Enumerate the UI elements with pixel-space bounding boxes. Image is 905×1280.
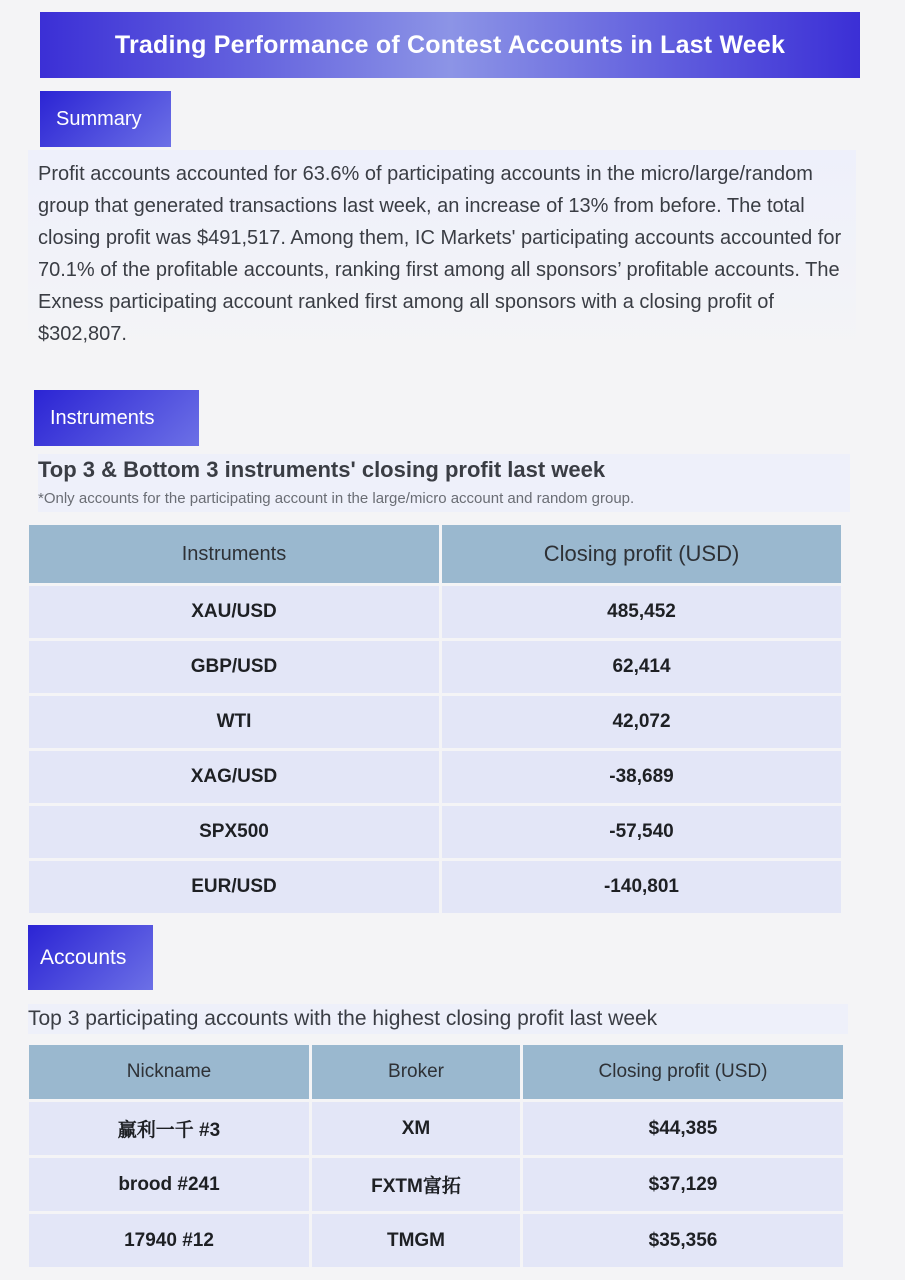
nickname-cell: brood #241 (29, 1158, 309, 1211)
broker-cell: XM (312, 1102, 520, 1155)
instrument-cell: XAU/USD (29, 586, 439, 638)
table-row (29, 1102, 843, 1155)
profit-cell: -57,540 (442, 806, 841, 858)
instruments-section-tag (34, 390, 199, 446)
table-row (29, 751, 841, 803)
accounts-heading: Top 3 participating accounts with the highest closing profit last week (28, 1004, 848, 1034)
profit-cell: $35,356 (523, 1214, 843, 1267)
column-header-closing-profit: Closing profit (USD) (442, 525, 841, 583)
nickname-cell: 17940 #12 (29, 1214, 309, 1267)
instrument-cell: WTI (29, 696, 439, 748)
table-header-row (29, 1045, 843, 1099)
table-row (29, 696, 841, 748)
profit-cell: 62,414 (442, 641, 841, 693)
column-header-instruments: Instruments (29, 525, 439, 583)
table-row (29, 1214, 843, 1267)
broker-cell: FXTM富拓 (312, 1158, 520, 1211)
table-row (29, 586, 841, 638)
profit-cell: 42,072 (442, 696, 841, 748)
summary-paragraph: Profit accounts accounted for 63.6% of participating accounts in the micro/large/random group that generated transactions last week, an increase of 13% from before. The total closing profit was $491,517. Among them, IC Markets' participating accounts accounted for 70.1% of the profitable accounts, ranking first among all sponsors’ profitable accounts. The Exness participating account ranked first among all sponsors with a closing profit of $302,807. (28, 150, 856, 358)
instrument-cell: SPX500 (29, 806, 439, 858)
table-row (29, 861, 841, 913)
instrument-cell: GBP/USD (29, 641, 439, 693)
instrument-cell: EUR/USD (29, 861, 439, 913)
instruments-heading-block (38, 454, 850, 512)
accounts-table (26, 1042, 846, 1270)
profit-cell: $37,129 (523, 1158, 843, 1211)
accounts-section-tag (28, 925, 153, 990)
profit-cell: 485,452 (442, 586, 841, 638)
column-header-broker: Broker (312, 1045, 520, 1099)
table-row (29, 641, 841, 693)
instrument-cell: XAG/USD (29, 751, 439, 803)
instruments-heading: Top 3 & Bottom 3 instruments' closing profit last week (38, 457, 606, 482)
table-row (29, 806, 841, 858)
summary-section-tag (40, 91, 171, 147)
nickname-cell: 赢利一千 #3 (29, 1102, 309, 1155)
accounts-section-label: Accounts (40, 945, 127, 969)
profit-cell: -38,689 (442, 751, 841, 803)
page-title-banner (40, 12, 860, 78)
profit-cell: -140,801 (442, 861, 841, 913)
instruments-table (26, 522, 844, 916)
column-header-closing-profit: Closing profit (USD) (523, 1045, 843, 1099)
table-header-row (29, 525, 841, 583)
instruments-section-label: Instruments (50, 406, 155, 429)
table-row (29, 1158, 843, 1211)
page-title: Trading Performance of Contest Accounts in Last Week (114, 30, 786, 59)
instruments-note: *Only accounts for the participating account in the large/micro account and random group. (38, 490, 635, 507)
profit-cell: $44,385 (523, 1102, 843, 1155)
broker-cell: TMGM (312, 1214, 520, 1267)
column-header-nickname: Nickname (29, 1045, 309, 1099)
summary-section-label: Summary (56, 107, 142, 130)
